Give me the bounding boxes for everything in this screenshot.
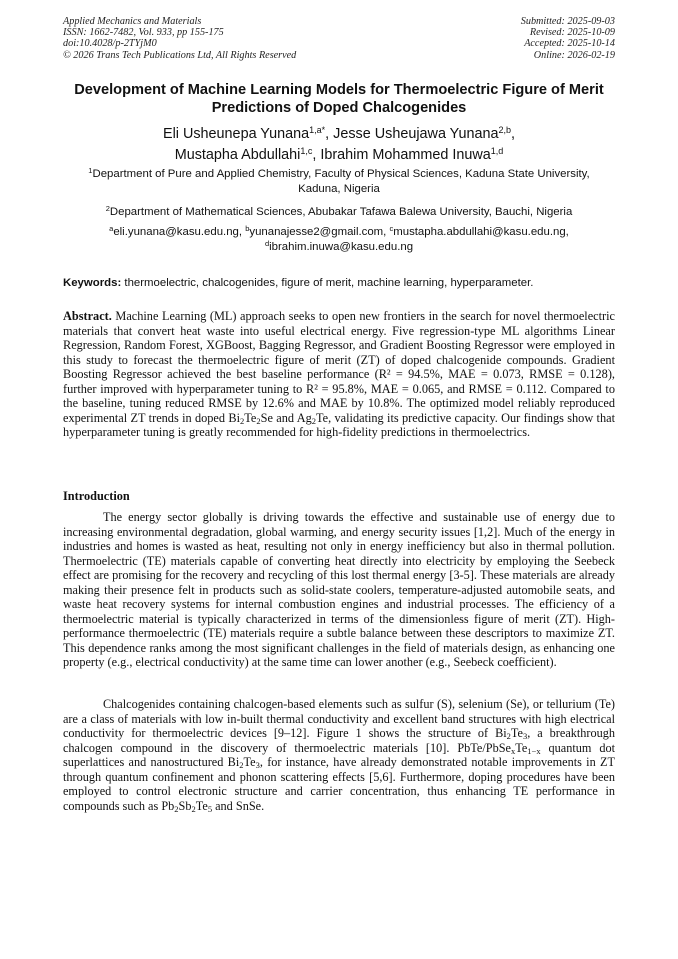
paragraph-text: , for instance, have already demonstrated notable improvements in ZT through quantum confinement and phonon scattering effects [5,6]. Furthermore, doping procedures have been employed to control electronic structure and carrier concentration, thus enhancing TE performance in compounds such as Pb [63,755,615,813]
author-list [60,124,618,165]
affiliation-text: Department of Pure and Applied Chemistry, Faculty of Physical Sciences, Kaduna State University, Kaduna, Nigeria [92,168,590,195]
abstract-text: Machine Learning (ML) approach seeks to open new frontiers in the search for novel thermoelectric materials that convert heat waste into useful electrical energy. Five regression-type ML algorithms Linear Regression, Random Forest, XGBoost, Bagging Regressor, and Gradient Boosting Regressor were employed in this study to forecast the thermoelectric figure of merit (ZT) of doped chalcogenide compounds. Gradient Boosting Regressor achieved the best baseline performance (R² = 94.5%, MAE = 0.073, RMSE = 0.128), further improved with hyperparameter tuning to R² = 95.8%, MAE = 0.065, and RMSE = 0.112. Compared to the baseline, tuning reduced RMSE by 12.6% and MAE by 10.8%. The optimized model reliably reproduced experimental ZT trends in doped Bi [63,309,615,425]
author-name: Ibrahim Mohammed Inuwa [320,146,491,163]
online-date: Online: 2026-02-19 [533,49,615,61]
affiliation-marker: 1 [88,166,93,175]
paragraph-text: Chalcogenides containing chalcogen-based elements such as sulfur (S), selenium (Se), or tellurium (Te) are a class of materials with low in-built thermal conductivity and excellent band structures with high electrical conductivity for thermoelectric devices [9–12]. Figure 1 shows the structure of Bi [63,697,615,741]
author-separator: , [312,146,321,163]
author-separator: , [325,126,334,142]
journal-name: Applied Mechanics and Materials [63,16,202,27]
revised-date: Revised: 2025-10-09 [529,27,615,39]
email-separator: , [383,226,390,238]
affiliation-marker: 2 [105,204,110,213]
accepted-date: Accepted: 2025-10-14 [524,38,615,50]
email-link[interactable]: eli.yunana@kasu.edu.ng [113,226,239,238]
author-name: Eli Usheunepa Yunana [162,126,310,142]
journal-header-left [63,16,296,61]
paragraph-text: , a breakthrough chalcogen compound in the discovery of thermoelectric materials [10]. PbTe/PbSe [63,726,615,755]
abstract-text: Te [244,410,257,425]
subscript: 5 [207,803,213,814]
email-link[interactable]: yunanajesse2@gmail.com [249,226,384,238]
author-marker: 2,b [498,125,512,135]
paragraph-text: Te [515,740,528,755]
author-separator: , [511,126,516,142]
keywords-text: thermoelectric, chalcogenides, figure of merit, machine learning, hyperparameter. [124,277,534,289]
affiliation-2 [70,205,608,220]
paragraph-text: Te [243,755,256,770]
issn-line: ISSN: 1662-7482, Vol. 933, pp 155-175 [63,27,224,39]
intro-paragraph-1: The energy sector globally is driving towards the effective and sustainable use of energy due to increasing environmental degradation, global warming, and energy security issues [1,2]. Much of the energy in industries and homes is wasted as heat, resulting not only in energy inefficiency but also in thermal pollution. Thermoelectric (TE) materials capable of converting heat directly into electricity by employing the Seebeck effect are promising for the recovery and recycling of this lost thermal energy [3-5]. These materials are already making their presence felt in products such as solid-state coolers, temperature-adjusted automobile seats, and waste heat recovery systems for internal combustion engines and industrial processes. The efficiency of a thermoelectric material is typically characterized in terms of the dimensionless figure of merit (ZT). High-performance thermoelectric (TE) materials require a subtle balance between these descriptors to maximize ZT. This dependence ranks among the most significant challenges in the field of materials design, as enhancing one property (e.g., electrical conductivity) at the same time can lower another (e.g., Seebeck coefficient). [63,510,615,670]
paragraph-text: Te [510,726,523,741]
journal-header-right [521,16,615,61]
subscript: 3 [523,731,528,742]
subscript: 2 [256,415,261,426]
subscript: 1−x [527,745,541,756]
subscript: 2 [191,803,196,814]
affiliation-text: Department of Mathematical Sciences, Abubakar Tafawa Balewa University, Bauchi, Nigeria [109,206,573,218]
email-marker: c [389,224,394,233]
intro-paragraph-2 [63,697,615,813]
email-marker: b [245,224,250,233]
email-link[interactable]: ibrahim.inuwa@kasu.edu.ng [269,241,414,253]
section-heading-introduction: Introduction [63,489,130,503]
author-name: Jesse Usheujawa Yunana [333,126,499,142]
email-marker: d [264,239,270,248]
keywords-line [63,276,615,290]
abstract-label: Abstract. [63,309,112,323]
subscript: x [510,745,516,756]
copyright-line: © 2026 Trans Tech Publications Ltd, All Rights Reserved [63,49,297,61]
paragraph-text: Te [195,798,208,813]
paragraph-text: quantum dot superlattices and nanostructured Bi [63,740,616,770]
affiliation-1 [70,167,608,197]
abstract-text: Te, validating its predictive capacity. Our findings show that hyperparameter tuning is greatly recommended for high-fidelity predictions in thermoelectrics. [63,410,615,440]
paragraph-text: Sb [178,798,192,813]
email-list [70,225,608,255]
email-separator: , [565,226,569,238]
subscript: 2 [239,760,244,771]
subscript: 2 [311,415,316,426]
author-marker: 1,a* [309,125,326,135]
subscript: 2 [174,803,179,814]
author-marker: 1,d [490,145,504,156]
email-link[interactable]: mustapha.abdullahi@kasu.edu.ng [393,226,566,238]
subscript: 3 [255,760,260,771]
author-name: Mustapha Abdullahi [174,146,301,163]
email-separator: , [238,226,246,238]
abstract [63,309,615,440]
paper-title: Development of Machine Learning Models for Thermoelectric Figure of Merit Predictions of Doped Chalcogenides [74,82,604,116]
abstract-text: Se and Ag [260,410,312,425]
doi-line[interactable]: doi:10.4028/p-2TYjM0 [63,38,157,50]
subscript: 2 [506,731,511,742]
subscript: 2 [240,415,245,426]
paragraph-text: and SnSe. [212,798,265,813]
email-marker: a [109,224,114,233]
author-marker: 1,c [300,145,313,156]
keywords-label: Keywords: [63,277,122,289]
submitted-date: Submitted: 2025-09-03 [520,16,615,27]
